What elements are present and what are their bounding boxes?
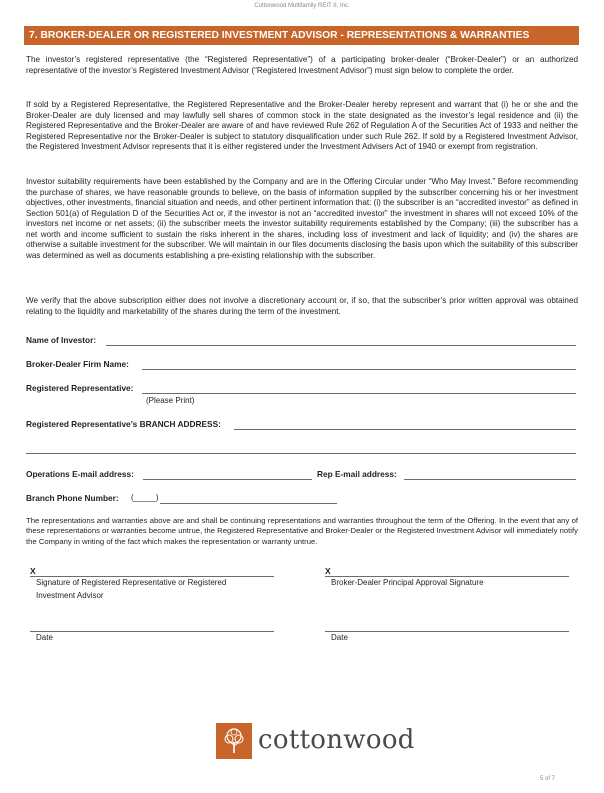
label-registered-rep: Registered Representative: <box>26 383 134 393</box>
label-branch-phone: Branch Phone Number: <box>26 493 119 503</box>
header-company-name: Cottonwood Multifamily REIT II, Inc. <box>254 3 350 9</box>
rep-signature-label-2: Investment Advisor <box>36 591 104 600</box>
please-print-hint: (Please Print) <box>146 396 195 405</box>
signature-x-left: X <box>30 566 36 576</box>
rep-date-label: Date <box>36 633 53 642</box>
label-branch-address: Registered Representative’s BRANCH ADDRESS: <box>26 419 221 429</box>
ops-email-field[interactable] <box>143 479 312 480</box>
branch-address-field[interactable] <box>234 429 576 430</box>
cottonwood-logo-text: cottonwood <box>258 725 415 755</box>
label-firm-name: Broker-Dealer Firm Name: <box>26 359 129 369</box>
rep-signature-label-1: Signature of Registered Representative or Registered <box>36 578 227 587</box>
paragraph-suitability: Investor suitability requirements have been established by the Company and are in the Offering Circular under “Who May Invest.” Before recommending the purchase of shares, we have reasonable grounds to believe, on the basis of information supplied by the subscriber concerning his or her investment objectives, other investments, financial situation and needs, and other pertinent information that: (i) the subscriber is an “accredited investor” as defined in Section 501(a) of Regulation D of the Securities Act or, if the investor is not an “accredited investor” the investment in shares will not exceed 10% of the investors net income or net assets; (ii) the subscriber meets the investor suitability requirements established by the Company; (iii) the subscriber has a net worth and income sufficient to sustain the risks inherent in the shares, including loss of investment and lack of liquidity; and (iv) the shares are otherwise a suitable investment for the subscriber. We will maintain in our files documents disclosing the basis upon which the suitability of this subscriber was determined as well as documents establishing a pre-existing relationship with the subscriber. <box>26 177 578 260</box>
label-rep-email: Rep E-mail address: <box>317 469 397 479</box>
label-investor-name: Name of Investor: <box>26 335 97 345</box>
branch-address-field-line2[interactable] <box>26 453 576 454</box>
cottonwood-tree-icon <box>216 723 252 759</box>
investor-name-field[interactable] <box>106 345 576 346</box>
phone-area-code: (_____) <box>131 493 159 502</box>
principal-signature-label: Broker-Dealer Principal Approval Signature <box>331 578 484 587</box>
principal-date-line[interactable] <box>325 631 569 632</box>
page-number: 5 of 7 <box>540 776 556 782</box>
continuing-statement: The representations and warranties above are and shall be continuing representations and warranties throughout the term of the Offering. In the event that any of these representations or warranties become untrue, the Registered Representative and Broker-Dealer or the Registered Investment Advisor will immediately notify the Company in writing of the fact which makes the representation or warranty untrue. <box>26 516 578 546</box>
paragraph-intro: The investor’s registered representative (the “Registered Representative”) of a participating broker-dealer (“Broker-Dealer”) or an authorized representative of the investor’s Registered Investment Advisor (“Registered Investment Advisor”) must sign below to complete the order. <box>26 55 578 75</box>
paragraph-verification: We verify that the above subscription either does not involve a discretionary account or, if so, that the subscriber’s prior written approval was obtained relating to the liquidity and marketability of the shares during the term of the investment. <box>26 296 578 316</box>
signature-x-right: X <box>325 566 331 576</box>
branch-phone-field[interactable] <box>160 503 337 504</box>
rep-date-line[interactable] <box>30 631 274 632</box>
firm-name-field[interactable] <box>142 369 576 370</box>
rep-email-field[interactable] <box>404 479 576 480</box>
principal-date-label: Date <box>331 633 348 642</box>
label-ops-email: Operations E-mail address: <box>26 469 134 479</box>
registered-rep-field[interactable] <box>142 393 576 394</box>
paragraph-rep-warranty: If sold by a Registered Representative, the Registered Representative and the Broker-Dealer hereby represent and warrant that (i) he or she and the Broker-Dealer are duly licensed and may lawfully sell shares of common stock in the state designated as the investor’s legal residence and (ii) the Registered Representative and the Broker-Dealer are aware of and have reviewed Rule 262 of Regulation A of the Securities Act of 1933 and neither the Registered Representative nor the Broker-Dealer is subject to statutory disqualification under such Rule 262. If sold by a Registered Investment Advisor, the Registered Investment Advisor represents that it is either registered under the Investment Advisers Act of 1940 or exempt from registration. <box>26 100 578 151</box>
section-title-bar: 7. BROKER-DEALER OR REGISTERED INVESTMENT ADVISOR - REPRESENTATIONS & WARRANTIES <box>24 26 579 45</box>
